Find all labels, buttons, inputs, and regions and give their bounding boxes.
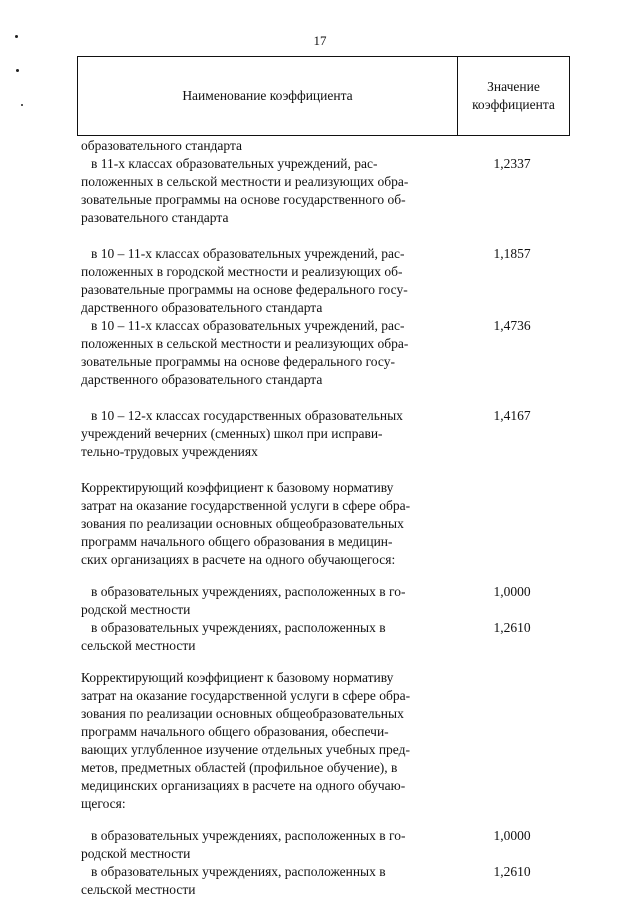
row-value: 1,4167	[493, 408, 531, 423]
row-text: в 11-х классах образовательных учреждений, рас- положенных в сельской местности и реализующих обра- зовательные программы на основе государственного об- разовательного стандарта	[81, 156, 409, 225]
table-body	[81, 137, 571, 899]
table-row	[81, 827, 571, 863]
page-number: 17	[313, 33, 327, 48]
table-row	[81, 317, 571, 389]
row-value: 1,0000	[493, 828, 531, 843]
table-row	[81, 619, 571, 655]
header-value-line2: коэффициента	[472, 97, 555, 112]
table-row	[81, 245, 571, 317]
table-row	[81, 407, 571, 461]
row-text: в образовательных учреждениях, расположенных в го- родской местности	[81, 584, 406, 617]
row-text: Корректирующий коэффициент к базовому нормативу затрат на оказание государственной услуги в сфере обра- зования по реализации основных общеобразовательных программ начального общего образования, обеспечи- вающих углубленное изучение отдельных учебных пред- метов, предметных областей (профильное обучение), в медицинских организациях в расчете на одного обучаю- щегося:	[81, 670, 411, 811]
table-row	[81, 137, 571, 155]
table-row	[81, 583, 571, 619]
row-text: в образовательных учреждениях, расположенных в сельской местности	[81, 620, 386, 653]
table-header	[77, 56, 570, 136]
row-value: 1,2610	[493, 620, 531, 635]
table-row	[81, 479, 571, 569]
header-value-column	[458, 57, 569, 135]
table-row	[81, 669, 571, 813]
row-value: 1,2337	[493, 156, 531, 171]
row-text: в 10 – 11-х классах образовательных учреждений, рас- положенных в городской местности и реализующих об- разовательные программы на основе федерального госу- дарственного образовательного стандарта	[81, 246, 408, 315]
row-text: образовательного стандарта	[81, 138, 243, 153]
row-value: 1,4736	[493, 318, 531, 333]
table-row	[81, 863, 571, 899]
row-value: 1,2610	[493, 864, 531, 879]
scan-mark	[16, 69, 19, 72]
row-value: 1,1857	[493, 246, 531, 261]
scan-mark	[21, 104, 23, 106]
header-name-column: Наименование коэффициента	[78, 57, 458, 135]
table-row	[81, 155, 571, 227]
row-value: 1,0000	[493, 584, 531, 599]
row-text: Корректирующий коэффициент к базовому нормативу затрат на оказание государственной услуги в сфере обра- зования по реализации основных общеобразовательных программ начального общего образования в медицин- ских организациях в расчете на одного обучающегося:	[81, 480, 411, 567]
row-text: в образовательных учреждениях, расположенных в го- родской местности	[81, 828, 406, 861]
header-value-line1: Значение	[487, 79, 540, 94]
row-text: в 10 – 11-х классах образовательных учреждений, рас- положенных в сельской местности и реализующих обра- зовательные программы на основе федерального госу- дарственного образовательного стандарта	[81, 318, 409, 387]
row-text: в образовательных учреждениях, расположенных в сельской местности	[81, 864, 386, 897]
row-text: в 10 – 12-х классах государственных образовательных учреждений вечерних (сменных) школ при исправи- тельно-трудовых учреждениях	[81, 408, 403, 459]
